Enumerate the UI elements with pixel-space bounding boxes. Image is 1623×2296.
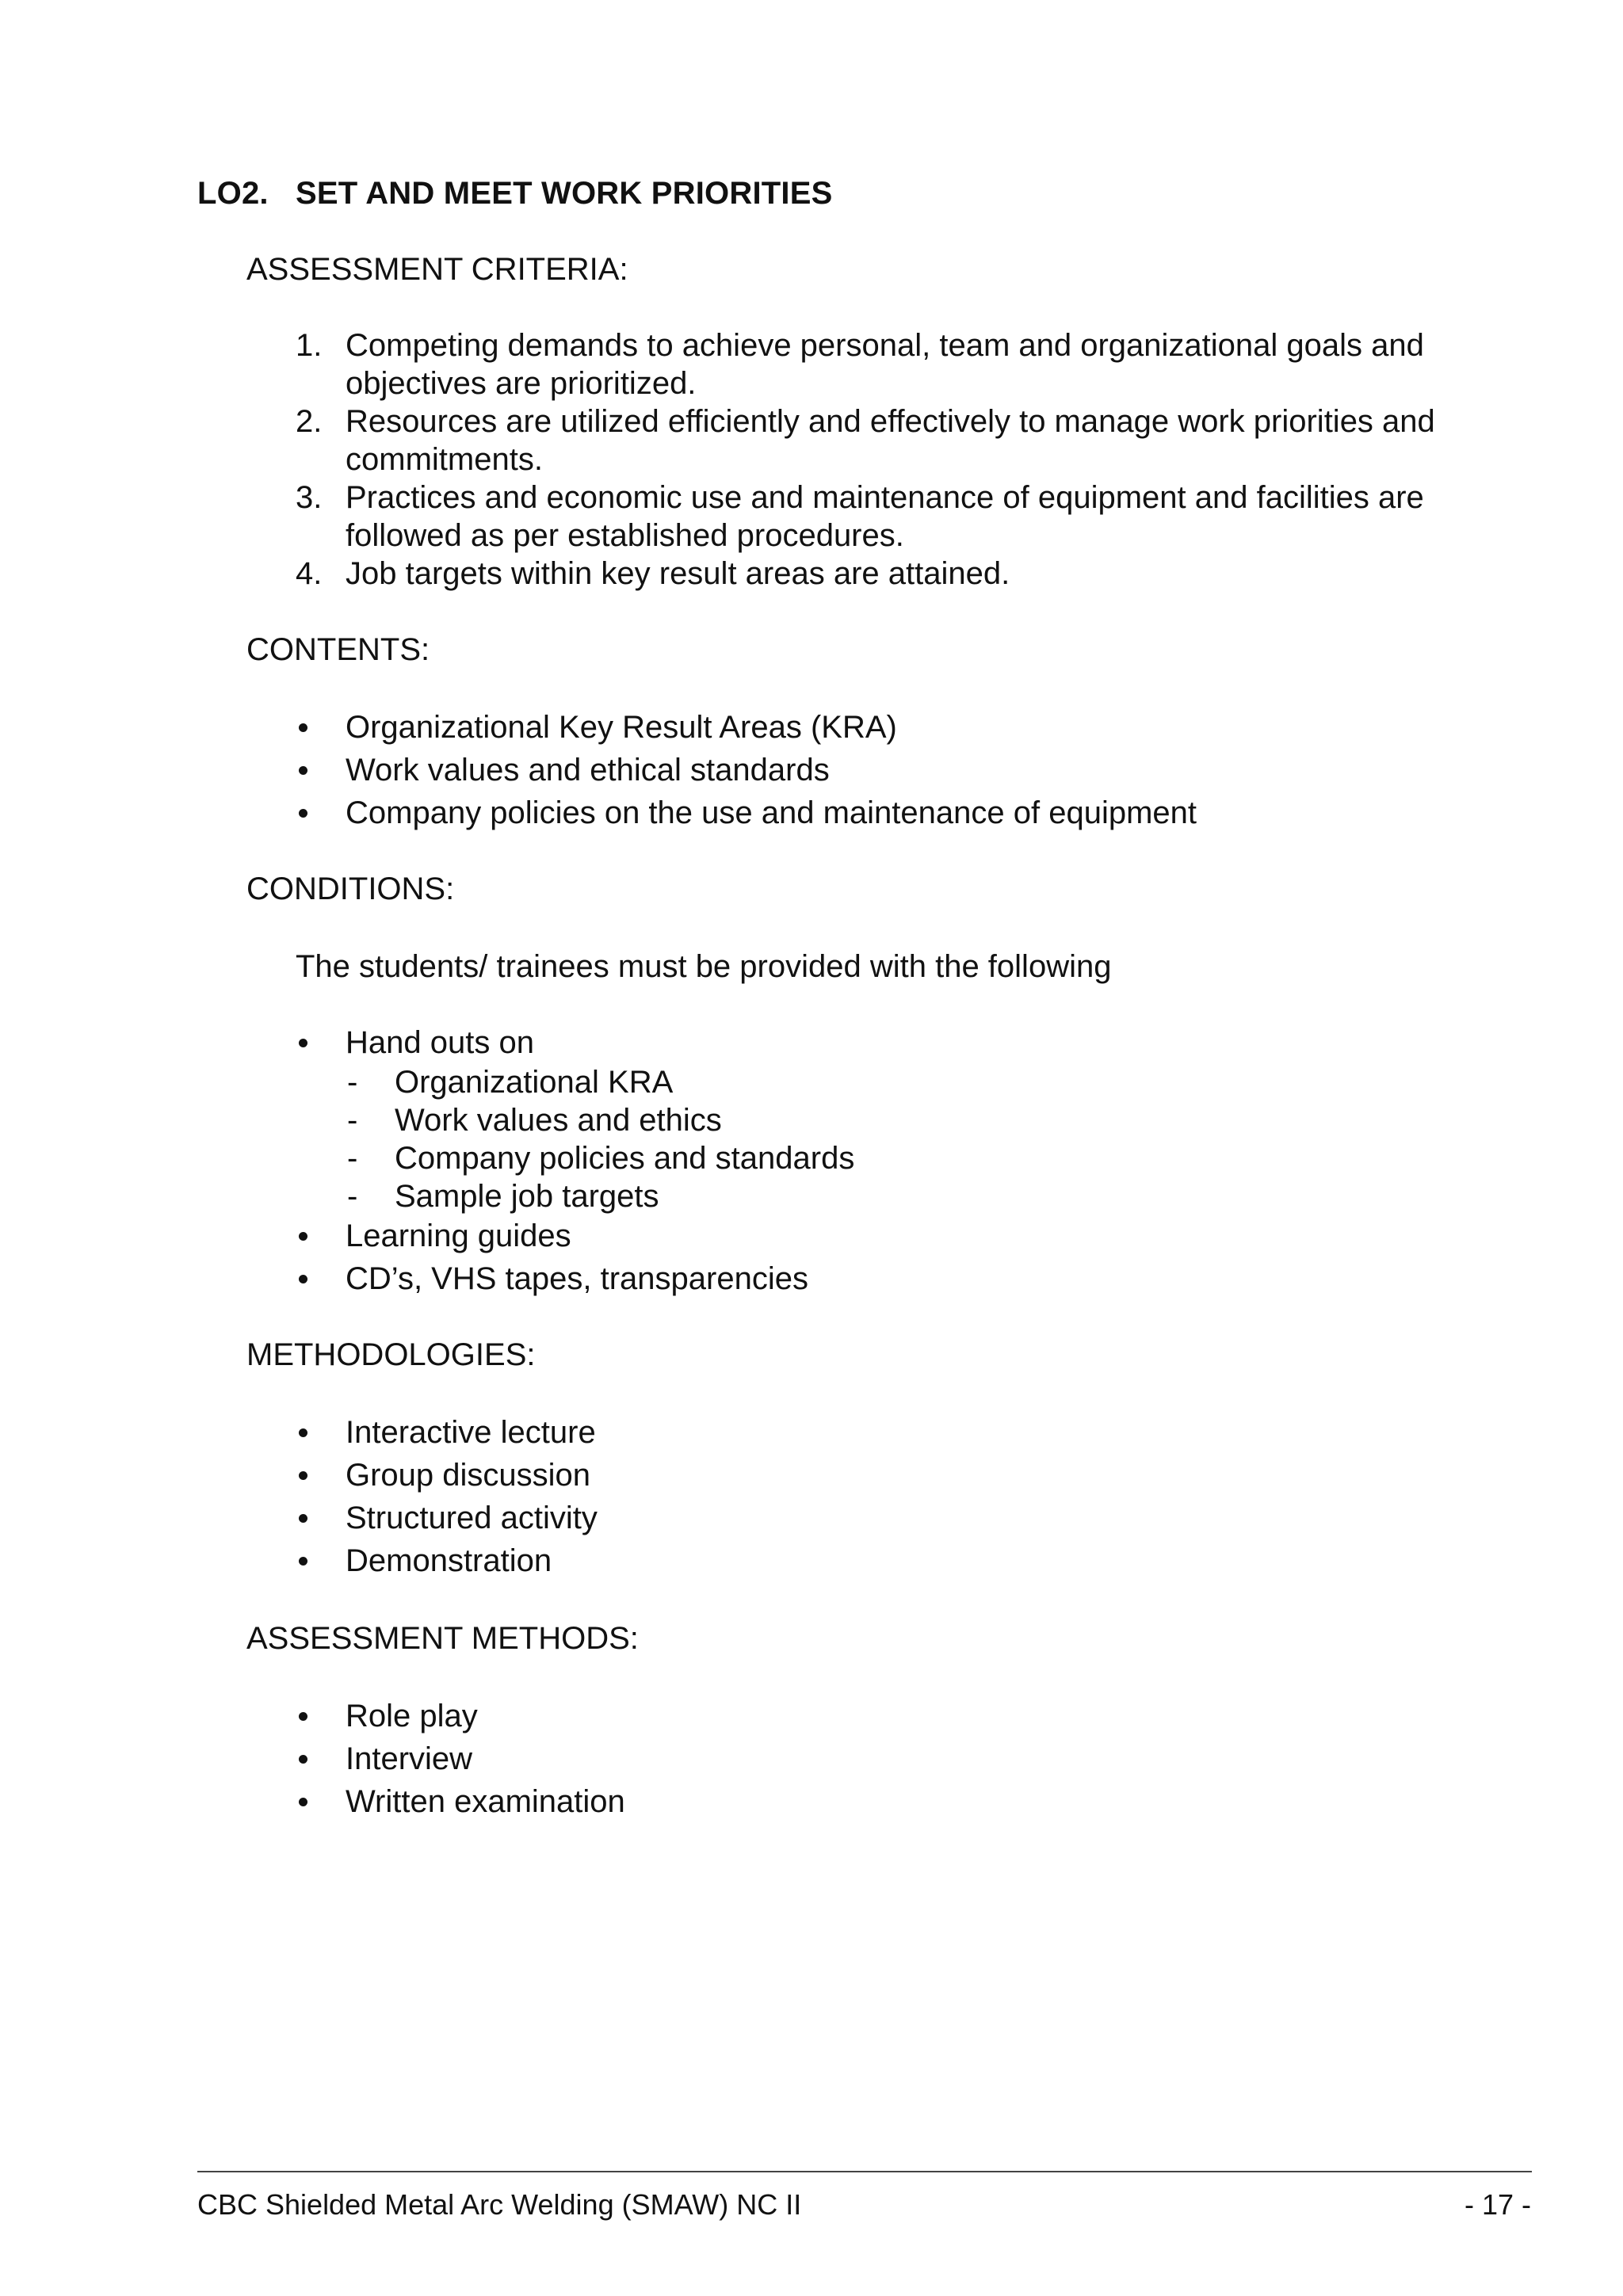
dash-marker: -: [347, 1103, 358, 1138]
methodologies-heading: METHODOLOGIES:: [246, 1337, 536, 1372]
criteria-item-2-line-2: commitments.: [346, 442, 543, 477]
contents-item: Organizational Key Result Areas (KRA): [346, 710, 897, 745]
footer-divider: [197, 2171, 1532, 2172]
handout-item: Company policies and standards: [395, 1141, 855, 1176]
bullet-icon: [299, 1798, 307, 1806]
dash-marker: -: [347, 1141, 358, 1176]
conditions-item: CD’s, VHS tapes, transparencies: [346, 1261, 808, 1296]
criteria-item-3-line-2: followed as per established procedures.: [346, 518, 904, 553]
footer-title: CBC Shielded Metal Arc Welding (SMAW) NC II: [197, 2188, 802, 2221]
assessment-methods-heading: ASSESSMENT METHODS:: [246, 1621, 639, 1656]
assessment-method-item: Written examination: [346, 1784, 625, 1819]
bullet-icon: [299, 1039, 307, 1047]
lo-heading: [197, 176, 832, 212]
bullet-icon: [299, 1232, 307, 1241]
handout-item: Work values and ethics: [395, 1103, 722, 1138]
contents-item: Company policies on the use and maintenance of equipment: [346, 795, 1197, 830]
methodology-item: Interactive lecture: [346, 1415, 596, 1450]
bullet-icon: [299, 1712, 307, 1721]
criteria-marker-2: 2.: [296, 404, 323, 439]
bullet-icon: [299, 723, 307, 732]
conditions-item: Learning guides: [346, 1219, 571, 1253]
bullet-icon: [299, 766, 307, 775]
handout-item: Organizational KRA: [395, 1065, 674, 1100]
lo-number: LO2.: [197, 176, 269, 211]
criteria-item-2-line-1: Resources are utilized efficiently and effectively to manage work priorities and: [346, 404, 1435, 439]
handout-item: Sample job targets: [395, 1179, 659, 1214]
lo-title: SET AND MEET WORK PRIORITIES: [296, 176, 833, 211]
assessment-method-item: Role play: [346, 1699, 478, 1733]
bullet-icon: [299, 1514, 307, 1523]
criteria-item-1-line-2: objectives are prioritized.: [346, 366, 697, 401]
assessment-method-item: Interview: [346, 1741, 473, 1776]
conditions-heading: CONDITIONS:: [246, 871, 455, 906]
bullet-icon: [299, 1275, 307, 1283]
methodology-item: Group discussion: [346, 1458, 591, 1493]
methodology-item: Demonstration: [346, 1543, 552, 1578]
contents-heading: CONTENTS:: [246, 632, 430, 667]
page-number: - 17 -: [1464, 2188, 1531, 2221]
bullet-icon: [299, 809, 307, 818]
dash-marker: -: [347, 1065, 358, 1100]
bullet-icon: [299, 1755, 307, 1764]
assessment-criteria-heading: ASSESSMENT CRITERIA:: [246, 252, 628, 287]
criteria-marker-3: 3.: [296, 480, 323, 515]
bullet-icon: [299, 1428, 307, 1437]
criteria-item-1-line-1: Competing demands to achieve personal, team and organizational goals and: [346, 328, 1424, 363]
criteria-marker-4: 4.: [296, 556, 323, 591]
conditions-intro: The students/ trainees must be provided with the following: [296, 949, 1112, 984]
criteria-marker-1: 1.: [296, 328, 323, 363]
criteria-item-4-line-1: Job targets within key result areas are attained.: [346, 556, 1010, 591]
handouts-label: Hand outs on: [346, 1025, 534, 1060]
methodology-item: Structured activity: [346, 1501, 598, 1535]
bullet-icon: [299, 1471, 307, 1480]
bullet-icon: [299, 1557, 307, 1566]
criteria-item-3-line-1: Practices and economic use and maintenance of equipment and facilities are: [346, 480, 1424, 515]
contents-item: Work values and ethical standards: [346, 753, 830, 788]
dash-marker: -: [347, 1179, 358, 1214]
